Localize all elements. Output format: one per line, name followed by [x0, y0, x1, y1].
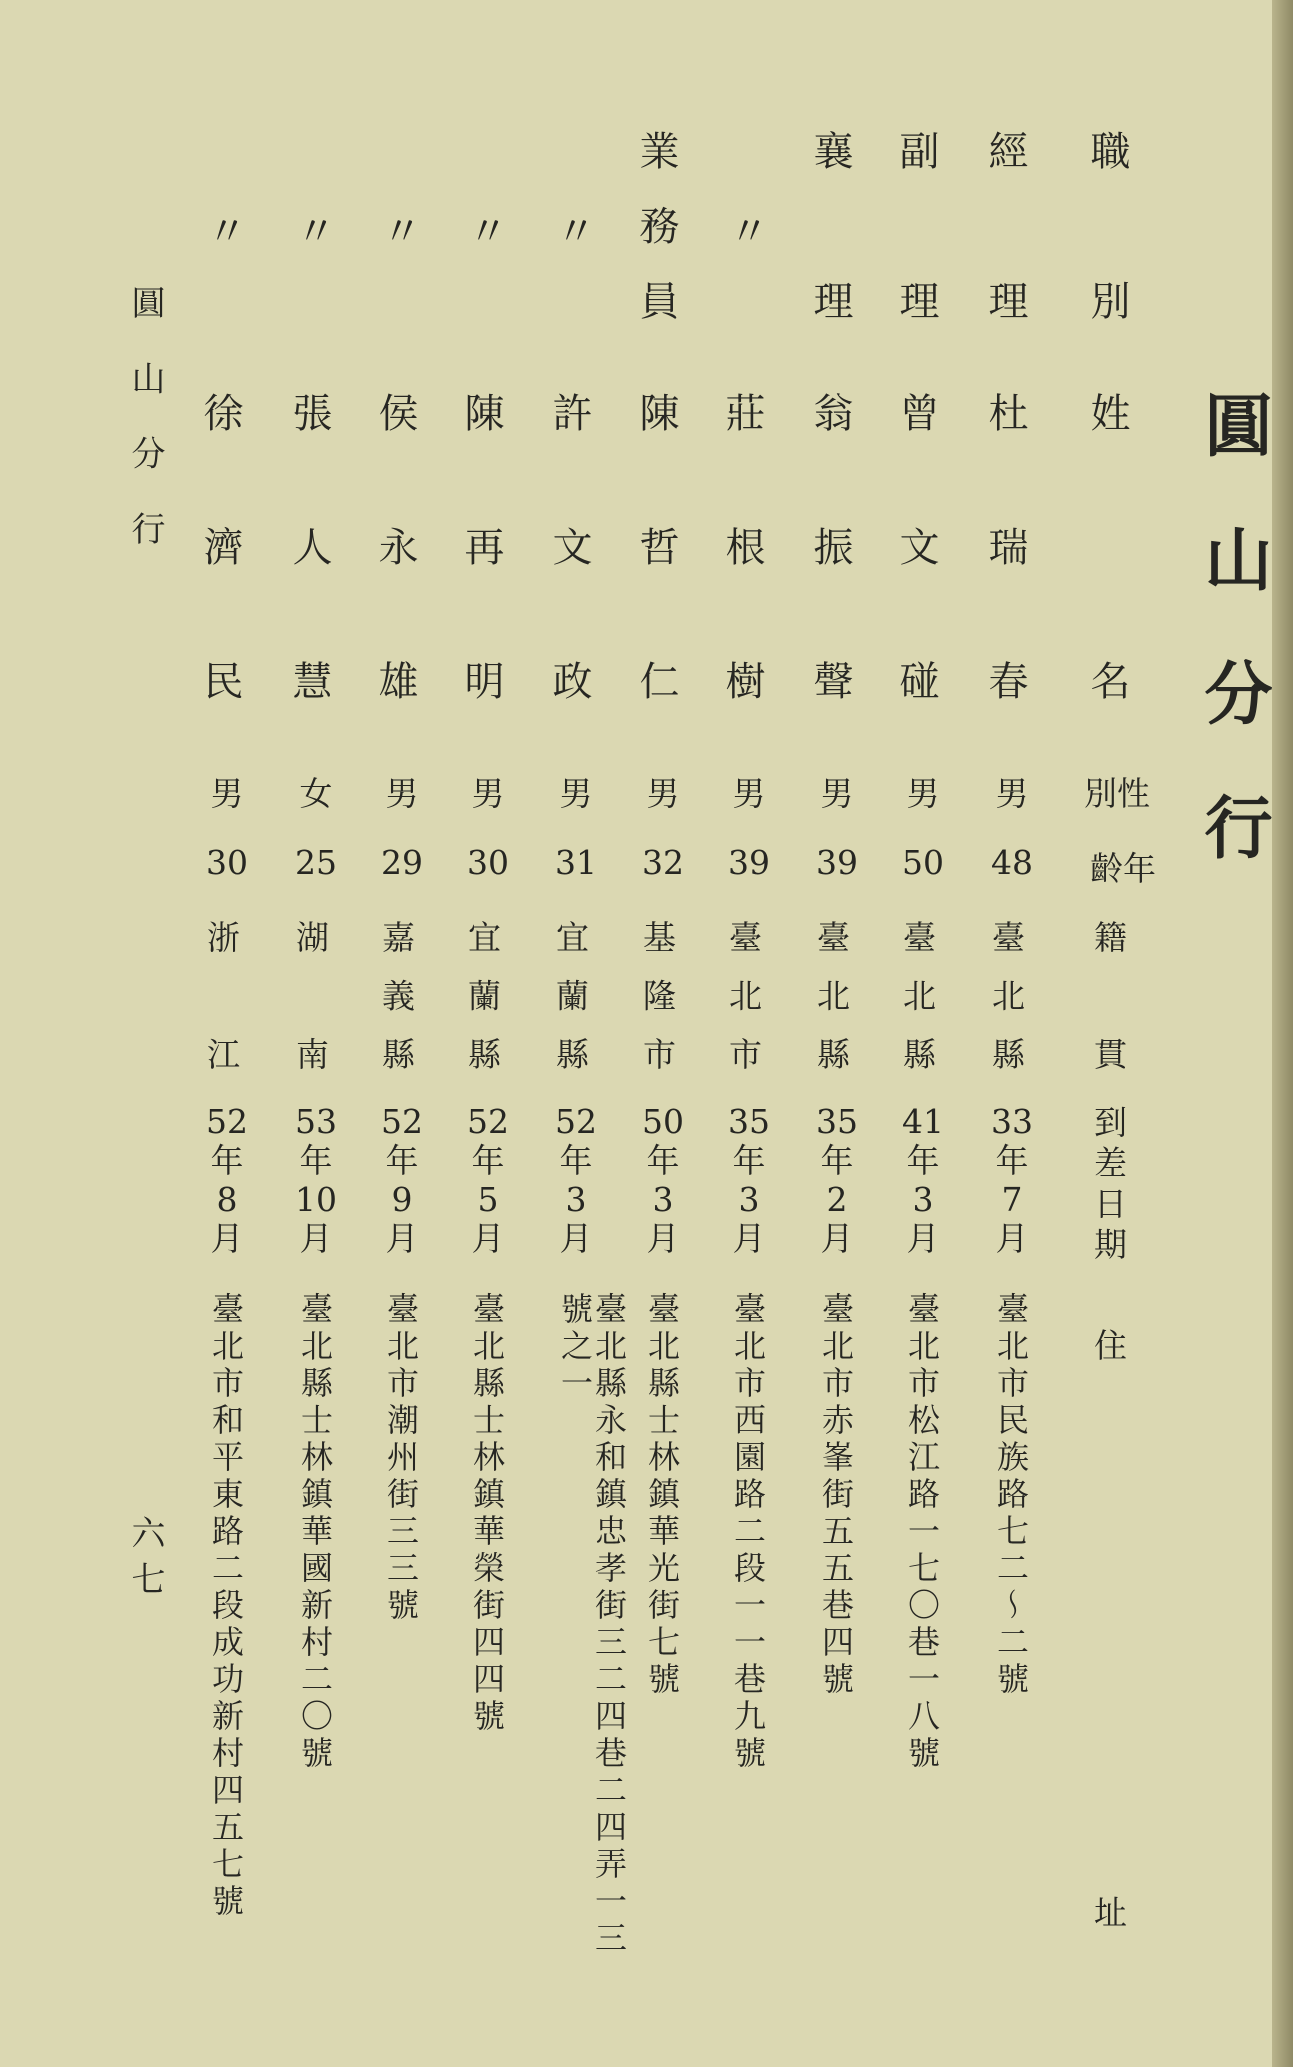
header-age — [1078, 843, 1168, 890]
position-cell: 〃 — [468, 209, 508, 255]
origin-cell: 浙江 — [202, 920, 241, 1070]
name-cell: 許文政 — [546, 392, 592, 700]
origin-cell: 嘉義縣 — [377, 920, 416, 1070]
header-age-a: 年 — [1123, 849, 1156, 888]
page-edge — [1272, 0, 1293, 2067]
year-unit: 年 — [732, 1141, 766, 1180]
year-unit: 年 — [906, 1141, 940, 1180]
gender-cell: 男 — [906, 774, 940, 813]
gender-cell: 男 — [732, 774, 766, 813]
position-cell: 業務員 — [633, 130, 679, 320]
name-cell: 徐濟民 — [197, 392, 243, 700]
position-cell: 〃 — [556, 209, 596, 255]
year-value: 35 — [816, 1102, 858, 1141]
month-unit: 月 — [906, 1219, 940, 1258]
month-unit: 月 — [385, 1219, 419, 1258]
year-value: 50 — [642, 1102, 684, 1141]
position-cell: 〃 — [729, 209, 769, 255]
arrival-date-cell — [281, 1102, 351, 1258]
address-cell: 臺北市赤峯街五五巷四號 — [817, 1292, 855, 1699]
year-value: 52 — [555, 1102, 597, 1141]
header-position: 職別 — [1084, 130, 1130, 320]
month-value: 3 — [565, 1180, 587, 1219]
month-value: 2 — [826, 1180, 848, 1219]
year-unit: 年 — [995, 1141, 1029, 1180]
year-value: 52 — [381, 1102, 423, 1141]
origin-cell: 湖南 — [291, 920, 330, 1070]
gender-cell: 男 — [646, 774, 680, 813]
year-unit: 年 — [820, 1141, 854, 1180]
month-value: 3 — [738, 1180, 760, 1219]
header-gender — [1072, 768, 1162, 815]
name-cell: 翁振聲 — [807, 392, 853, 700]
name-cell: 張人慧 — [286, 392, 332, 700]
page-number: 六七 — [125, 1515, 165, 1595]
position-cell: 襄理 — [807, 130, 853, 320]
age-cell: 30 — [206, 843, 248, 882]
arrival-date-cell — [888, 1102, 958, 1258]
name-cell: 莊根樹 — [719, 392, 765, 700]
month-value: 3 — [912, 1180, 934, 1219]
name-cell: 曾文碰 — [893, 392, 939, 700]
arrival-date-cell — [541, 1102, 611, 1258]
address-cell: 臺北市西園路二段一一巷九號 — [729, 1292, 767, 1773]
arrival-date-cell — [367, 1102, 437, 1258]
month-unit: 月 — [559, 1219, 593, 1258]
position-cell: 〃 — [382, 209, 422, 255]
gender-cell: 男 — [385, 774, 419, 813]
age-cell: 50 — [902, 843, 944, 882]
month-unit: 月 — [210, 1219, 244, 1258]
year-value: 52 — [206, 1102, 248, 1141]
age-cell: 39 — [728, 843, 770, 882]
origin-cell: 臺北縣 — [812, 920, 851, 1070]
age-cell: 29 — [381, 843, 423, 882]
arrival-date-cell — [628, 1102, 698, 1258]
month-unit: 月 — [471, 1219, 505, 1258]
year-unit: 年 — [559, 1141, 593, 1180]
address-cell: 臺北縣士林鎮華榮街四四號 — [468, 1292, 506, 1736]
age-cell: 39 — [816, 843, 858, 882]
origin-cell: 臺北市 — [724, 920, 763, 1070]
header-name: 姓名 — [1084, 392, 1130, 700]
year-value: 41 — [902, 1102, 944, 1141]
month-unit: 月 — [820, 1219, 854, 1258]
month-value: 8 — [216, 1180, 238, 1219]
position-cell: 〃 — [207, 209, 247, 255]
origin-cell: 臺北縣 — [898, 920, 937, 1070]
address-cell: 臺北市民族路七二～二號 — [992, 1292, 1030, 1699]
age-cell: 30 — [467, 843, 509, 882]
age-cell: 31 — [555, 843, 597, 882]
month-unit: 月 — [646, 1219, 680, 1258]
year-value: 33 — [991, 1102, 1033, 1141]
header-gender-b: 別 — [1084, 774, 1117, 813]
month-unit: 月 — [732, 1219, 766, 1258]
arrival-date-cell — [192, 1102, 262, 1258]
age-cell: 25 — [295, 843, 337, 882]
gender-cell: 男 — [995, 774, 1029, 813]
position-cell: 副理 — [893, 130, 939, 320]
month-value: 3 — [652, 1180, 674, 1219]
year-unit: 年 — [471, 1141, 505, 1180]
arrival-date-cell — [977, 1102, 1047, 1258]
gender-cell: 男 — [210, 774, 244, 813]
name-cell: 侯永雄 — [372, 392, 418, 700]
address-cell: 臺北縣士林鎮華國新村二〇號 — [296, 1292, 334, 1773]
header-origin: 籍貫 — [1089, 920, 1128, 1070]
year-unit: 年 — [299, 1141, 333, 1180]
address-cell: 臺北縣永和鎮忠孝街三二四巷二四弄一三號之一 — [556, 1292, 628, 1958]
year-value: 52 — [467, 1102, 509, 1141]
name-cell: 陳再明 — [458, 392, 504, 700]
page-title: 圓山分行 — [1193, 390, 1273, 860]
address-cell: 臺北市潮州街三三號 — [382, 1292, 420, 1625]
month-value: 9 — [391, 1180, 413, 1219]
address-cell: 臺北市和平東路二段成功新村四五七號 — [207, 1292, 245, 1921]
name-cell: 杜瑞春 — [982, 392, 1028, 700]
gender-cell: 男 — [559, 774, 593, 813]
arrival-date-cell — [714, 1102, 784, 1258]
year-value: 35 — [728, 1102, 770, 1141]
year-unit: 年 — [210, 1141, 244, 1180]
address-cell: 臺北市松江路一七〇巷一八號 — [903, 1292, 941, 1773]
year-value: 53 — [295, 1102, 337, 1141]
month-value: 5 — [477, 1180, 499, 1219]
position-cell: 經理 — [982, 130, 1028, 320]
month-unit: 月 — [299, 1219, 333, 1258]
position-cell: 〃 — [296, 209, 336, 255]
year-unit: 年 — [646, 1141, 680, 1180]
origin-cell: 基隆市 — [638, 920, 677, 1070]
header-address: 住址 — [1089, 1328, 1128, 1928]
month-unit: 月 — [995, 1219, 1029, 1258]
running-header: 圓山分行 — [125, 285, 165, 545]
gender-cell: 女 — [299, 774, 333, 813]
gender-cell: 男 — [471, 774, 505, 813]
month-value: 10 — [295, 1180, 337, 1219]
origin-cell: 宜蘭縣 — [551, 920, 590, 1070]
gender-cell: 男 — [820, 774, 854, 813]
header-arrival-date: 到差日期 — [1089, 1105, 1128, 1260]
header-age-b: 齡 — [1090, 849, 1123, 888]
address-cell: 臺北縣士林鎮華光街七號 — [643, 1292, 681, 1699]
age-cell: 48 — [991, 843, 1033, 882]
name-cell: 陳哲仁 — [633, 392, 679, 700]
arrival-date-cell — [802, 1102, 872, 1258]
origin-cell: 宜蘭縣 — [463, 920, 502, 1070]
year-unit: 年 — [385, 1141, 419, 1180]
age-cell: 32 — [642, 843, 684, 882]
origin-cell: 臺北縣 — [987, 920, 1026, 1070]
header-gender-a: 性 — [1117, 774, 1150, 813]
arrival-date-cell — [453, 1102, 523, 1258]
month-value: 7 — [1001, 1180, 1023, 1219]
